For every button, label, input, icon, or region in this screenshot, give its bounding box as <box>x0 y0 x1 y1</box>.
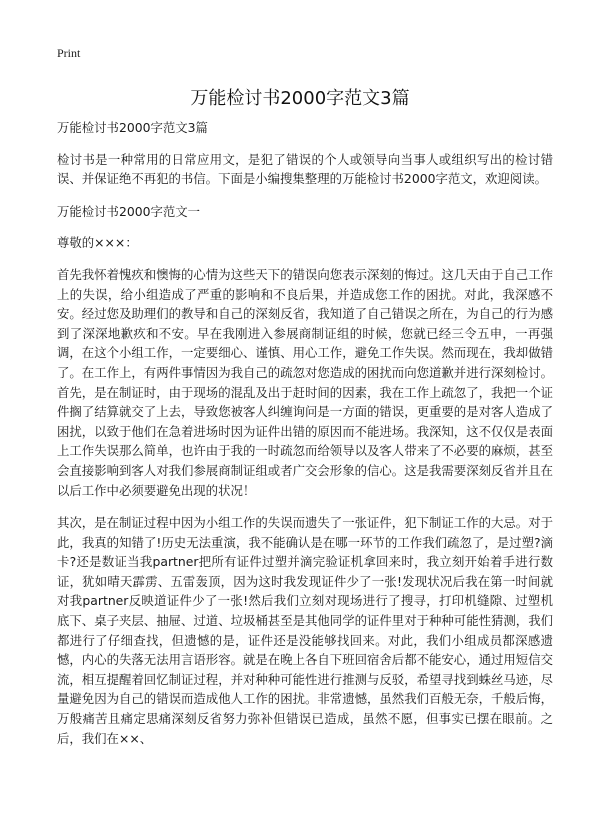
print-link[interactable]: Print <box>57 46 81 60</box>
document-title: 万能检讨书2000字范文3篇 <box>190 88 410 109</box>
document-body <box>57 118 553 761</box>
salutation: 尊敬的×××： <box>57 235 138 251</box>
intro-paragraph: 检讨书是一种常用的日常应用文，是犯了错误的个人或领导向当事人或组织写出的检讨错误、并保证绝不再犯的书信。下面是小编搜集整理的万能检讨书2000字范文，欢迎阅读。 <box>57 151 553 187</box>
body-paragraph-2: 其次，是在制证过程中因为小组工作的失误而遗失了一张证件，犯下制证工作的大忌。对于此，我真的知错了!历史无法重演，我不能确认是在哪一环节的工作我们疏忽了，是过塑?滴卡?还是数证当我partner把所有证件过塑并滴完验证机拿回来时，我立刻开始着手进行数证，犹如晴天霹雳、五雷轰顶，因为这时我发现证件少了一张!发现状况后我在第一时间就对我partner反映道证件少了一张!然后我们立刻对现场进行了搜寻，打印机缝隙、过塑机底下、桌子夹层、抽屉、过道、垃圾桶甚至是其他同学的证件里对于种种可能性猜测，我们都进行了仔细查找，但遗憾的是，证件还是没能够找回来。对此，我们小组成员都深感遗憾，内心的失落无法用言语形容。就是在晚上各自下班回宿舍后都不能安心，通过用短信交流，相互提醒着回忆制证过程，并对种种可能性进行推测与反驳，希望寻找到蛛丝马迹，尽量避免因为自己的错误而造成他人工作的困扰。非常遗憾，虽然我们百般无奈，千般后悔，万般痛苦且痛定思痛深刻反省努力弥补但错误已造成，虽然不愿，但事实已摆在眼前。之后，我们在××、 <box>57 515 553 746</box>
section-heading: 万能检讨书2000字范文一 <box>57 203 201 219</box>
document-subtitle: 万能检讨书2000字范文3篇 <box>57 120 208 135</box>
body-paragraph-1: 首先我怀着愧疚和懊悔的心情为这些天下的错误向您表示深刻的悔过。这几天由于自己工作上的失误，给小组造成了严重的影响和不良后果，并造成您工作的困扰。对此，我深感不安。经过您及助理们的教导和自己的深刻反省，我知道了自己错误之所在，为自己的行为感到了深深地歉疚和不安。早在我刚进入参展商制证组的时候，您就已经三令五申，一再强调，在这个小组工作，一定要细心、谨慎、用心工作，避免工作失误。然而现在，我却做错了。在工作上，有两件事情因为我自己的疏忽对您造成的困扰而向您道歉并进行深刻检讨。首先，是在制证时，由于现场的混乱及出于赶时间的因素，我在工作上疏忽了，我把一个证件搁了结算就交了上去，导致您被客人纠缠询问是一方面的错误，更重要的是对客人造成了困扰，以致于他们在急着进场时因为证件出错的原因而不能进场。我深知，这不仅仅是表面上工作失误那么简单，也许由于我的一时疏忽而给领导以及客人带来了不必要的麻烦，甚至会直接影响到客人对我们参展商制证组或者广交会形象的信心。这是我需要深刻反省并且在以后工作中必须要避免出现的状况！ <box>57 266 553 498</box>
